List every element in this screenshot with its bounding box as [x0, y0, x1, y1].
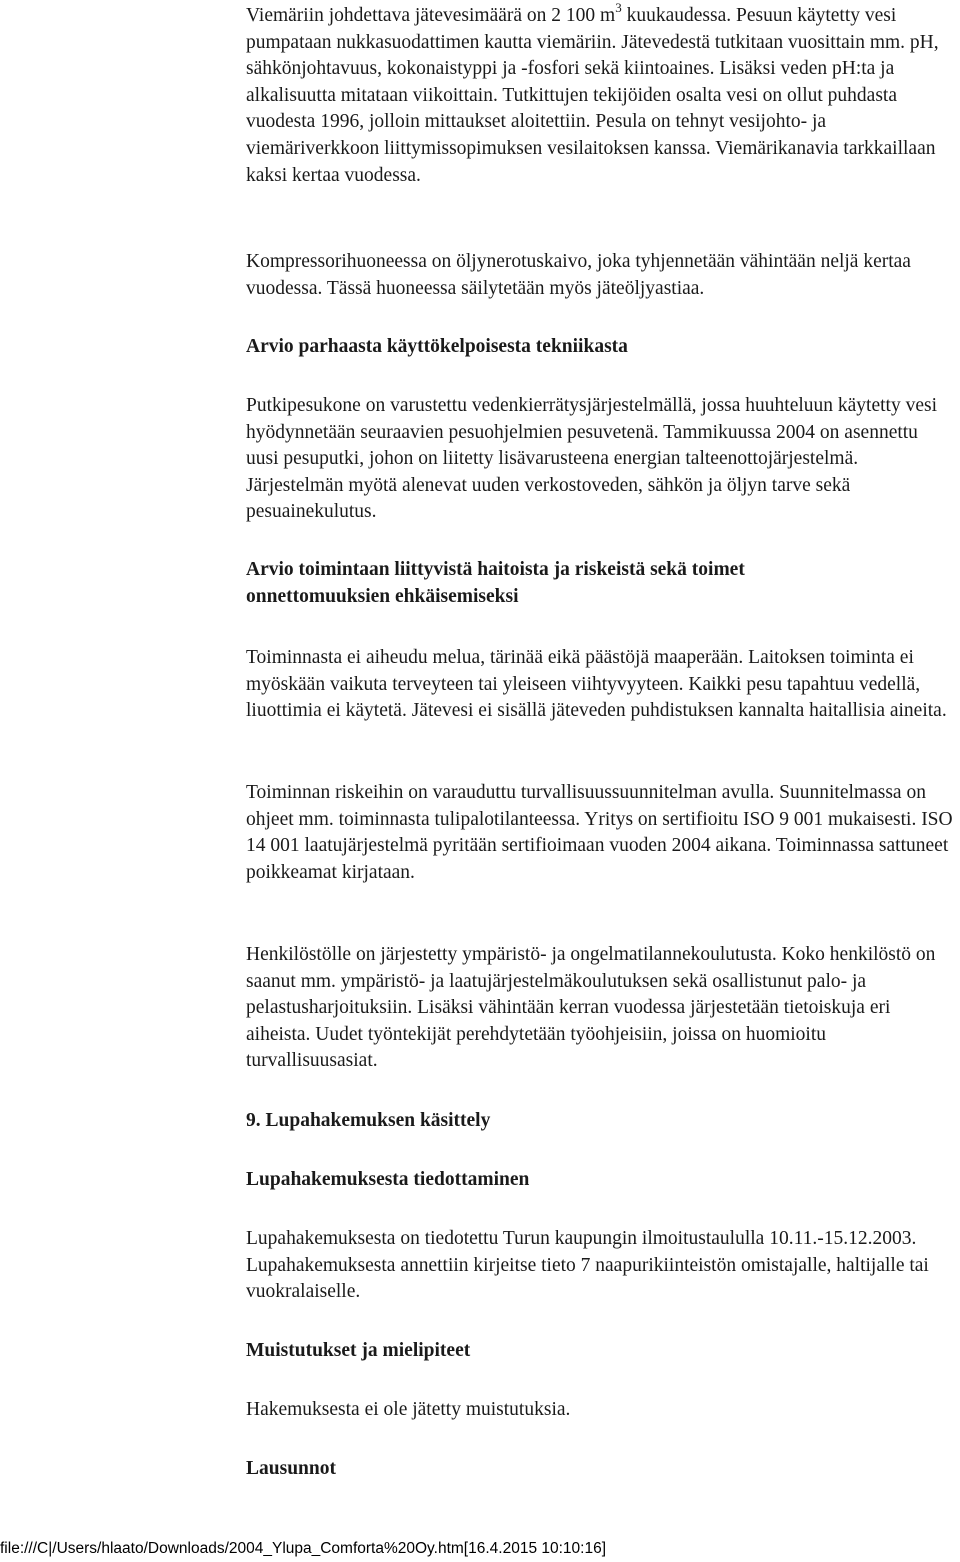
paragraph-wastewater — [246, 0, 954, 189]
heading-statements: Lausunnot — [246, 1458, 336, 1479]
paragraph-wastewater-text-a: Viemäriin johdettava jätevesimäärä on 2 100 m — [246, 5, 616, 26]
heading-application-processing: 9. Lupahakemuksen käsittely — [246, 1110, 491, 1131]
superscript-three: 3 — [615, 0, 622, 15]
heading-application-notice: Lupahakemuksesta tiedottaminen — [246, 1169, 530, 1190]
paragraph-risk-preparedness: Toiminnan riskeihin on varauduttu turvallisuussuunnitelman avulla. Suunnitelmassa on ohjeet mm. toiminnasta tulipalotilanteessa. Yritys on sertifioitu ISO 9 001 mukaisesti. ISO 14 001 laatujärjestelmä pyritään sertifioimaan vuoden 2004 aikana. Toiminnassa sattuneet poikkeamat kirjataan. — [246, 782, 953, 883]
paragraph-pipe-washer: Putkipesukone on varustettu vedenkierrätysjärjestelmällä, jossa huuhteluun käytetty vesi hyödynnetään seuraavien pesuohjelmien pesuvetenä. Tammikuussa 2004 on asennettu uusi pesuputki, johon on liitetty lisävarusteena energian talteenottojärjestelmä. Järjestelmän myötä alenevat uuden verkostoveden, sähkön ja öljyn tarve sekä pesuainekulutus. — [246, 395, 938, 523]
file-path-footer: file:///C|/Users/hlaato/Downloads/2004_Ylupa_Comforta%20Oy.htm[16.4.2015 10:10:16] — [0, 1540, 607, 1557]
paragraph-wastewater-text-b: kuukaudessa. Pesuun käytetty vesi pumpataan nukkasuodattimen kautta viemäriin. Jätevedestä tutkitaan vuosittain mm. pH, sähkönjohtavuus, kokonaistyppi ja -fosfori sekä kiintoaines. Lisäksi veden pH:ta ja alkalisuutta mitataan viikoittain. Tutkittujen tekijöiden osalta vesi on ollut puhdasta vuodesta 1996, jolloin mittaukset aloitettiin. Pesula on tehnyt vesijohto- ja viemäriverkkoon liittymissopimuksen vesilaitoksen kanssa. Viemärikanavia tarkkaillaan kaksi kertaa vuodessa. — [246, 5, 939, 186]
paragraph-staff-training: Henkilöstölle on järjestetty ympäristö- ja ongelmatilannekoulutusta. Koko henkilöstö on saanut mm. ympäristö- ja laatujärjestelmäkoulutuksen sekä osallistunut palo- ja pelastusharjoituksiin. Lisäksi vähintään kerran vuodessa järjestetään tietoiskuja eri aiheista. Uudet työntekijät perehdytetään työohjeisiin, joissa on huomioitu turvallisuusasiat. — [246, 944, 936, 1072]
paragraph-no-remarks: Hakemuksesta ei ole jätetty muistutuksia. — [246, 1399, 571, 1420]
heading-risks-and-accidents: Arvio toimintaan liittyvistä haitoista ja riskeistä sekä toimet onnettomuuksien ehkäisemiseksi — [246, 559, 745, 607]
paragraph-compressor-room: Kompressorihuoneessa on öljynerotuskaivo, joka tyhjennetään vähintään neljä kertaa vuodessa. Tässä huoneessa säilytetään myös jäteöljyastiaa. — [246, 251, 911, 299]
paragraph-no-emissions: Toiminnasta ei aiheudu melua, tärinää eikä päästöjä maaperään. Laitoksen toiminta ei myöskään vaikuta terveyteen tai yleiseen viihtyvyyteen. Kaikki pesu tapahtuu vedellä, liuottimia ei käytetä. Jätevesi ei sisällä jäteveden puhdistuksen kannalta haitallisia aineita. — [246, 647, 947, 722]
heading-remarks-and-opinions: Muistutukset ja mielipiteet — [246, 1340, 471, 1361]
heading-best-available-technique: Arvio parhaasta käyttökelpoisesta tekniikasta — [246, 336, 628, 357]
paragraph-notice-details: Lupahakemuksesta on tiedotettu Turun kaupungin ilmoitustaululla 10.11.-15.12.2003. Lupahakemuksesta annettiin kirjeitse tieto 7 naapurikiinteistön omistajalle, haltijalle tai vuokralaiselle. — [246, 1228, 929, 1303]
